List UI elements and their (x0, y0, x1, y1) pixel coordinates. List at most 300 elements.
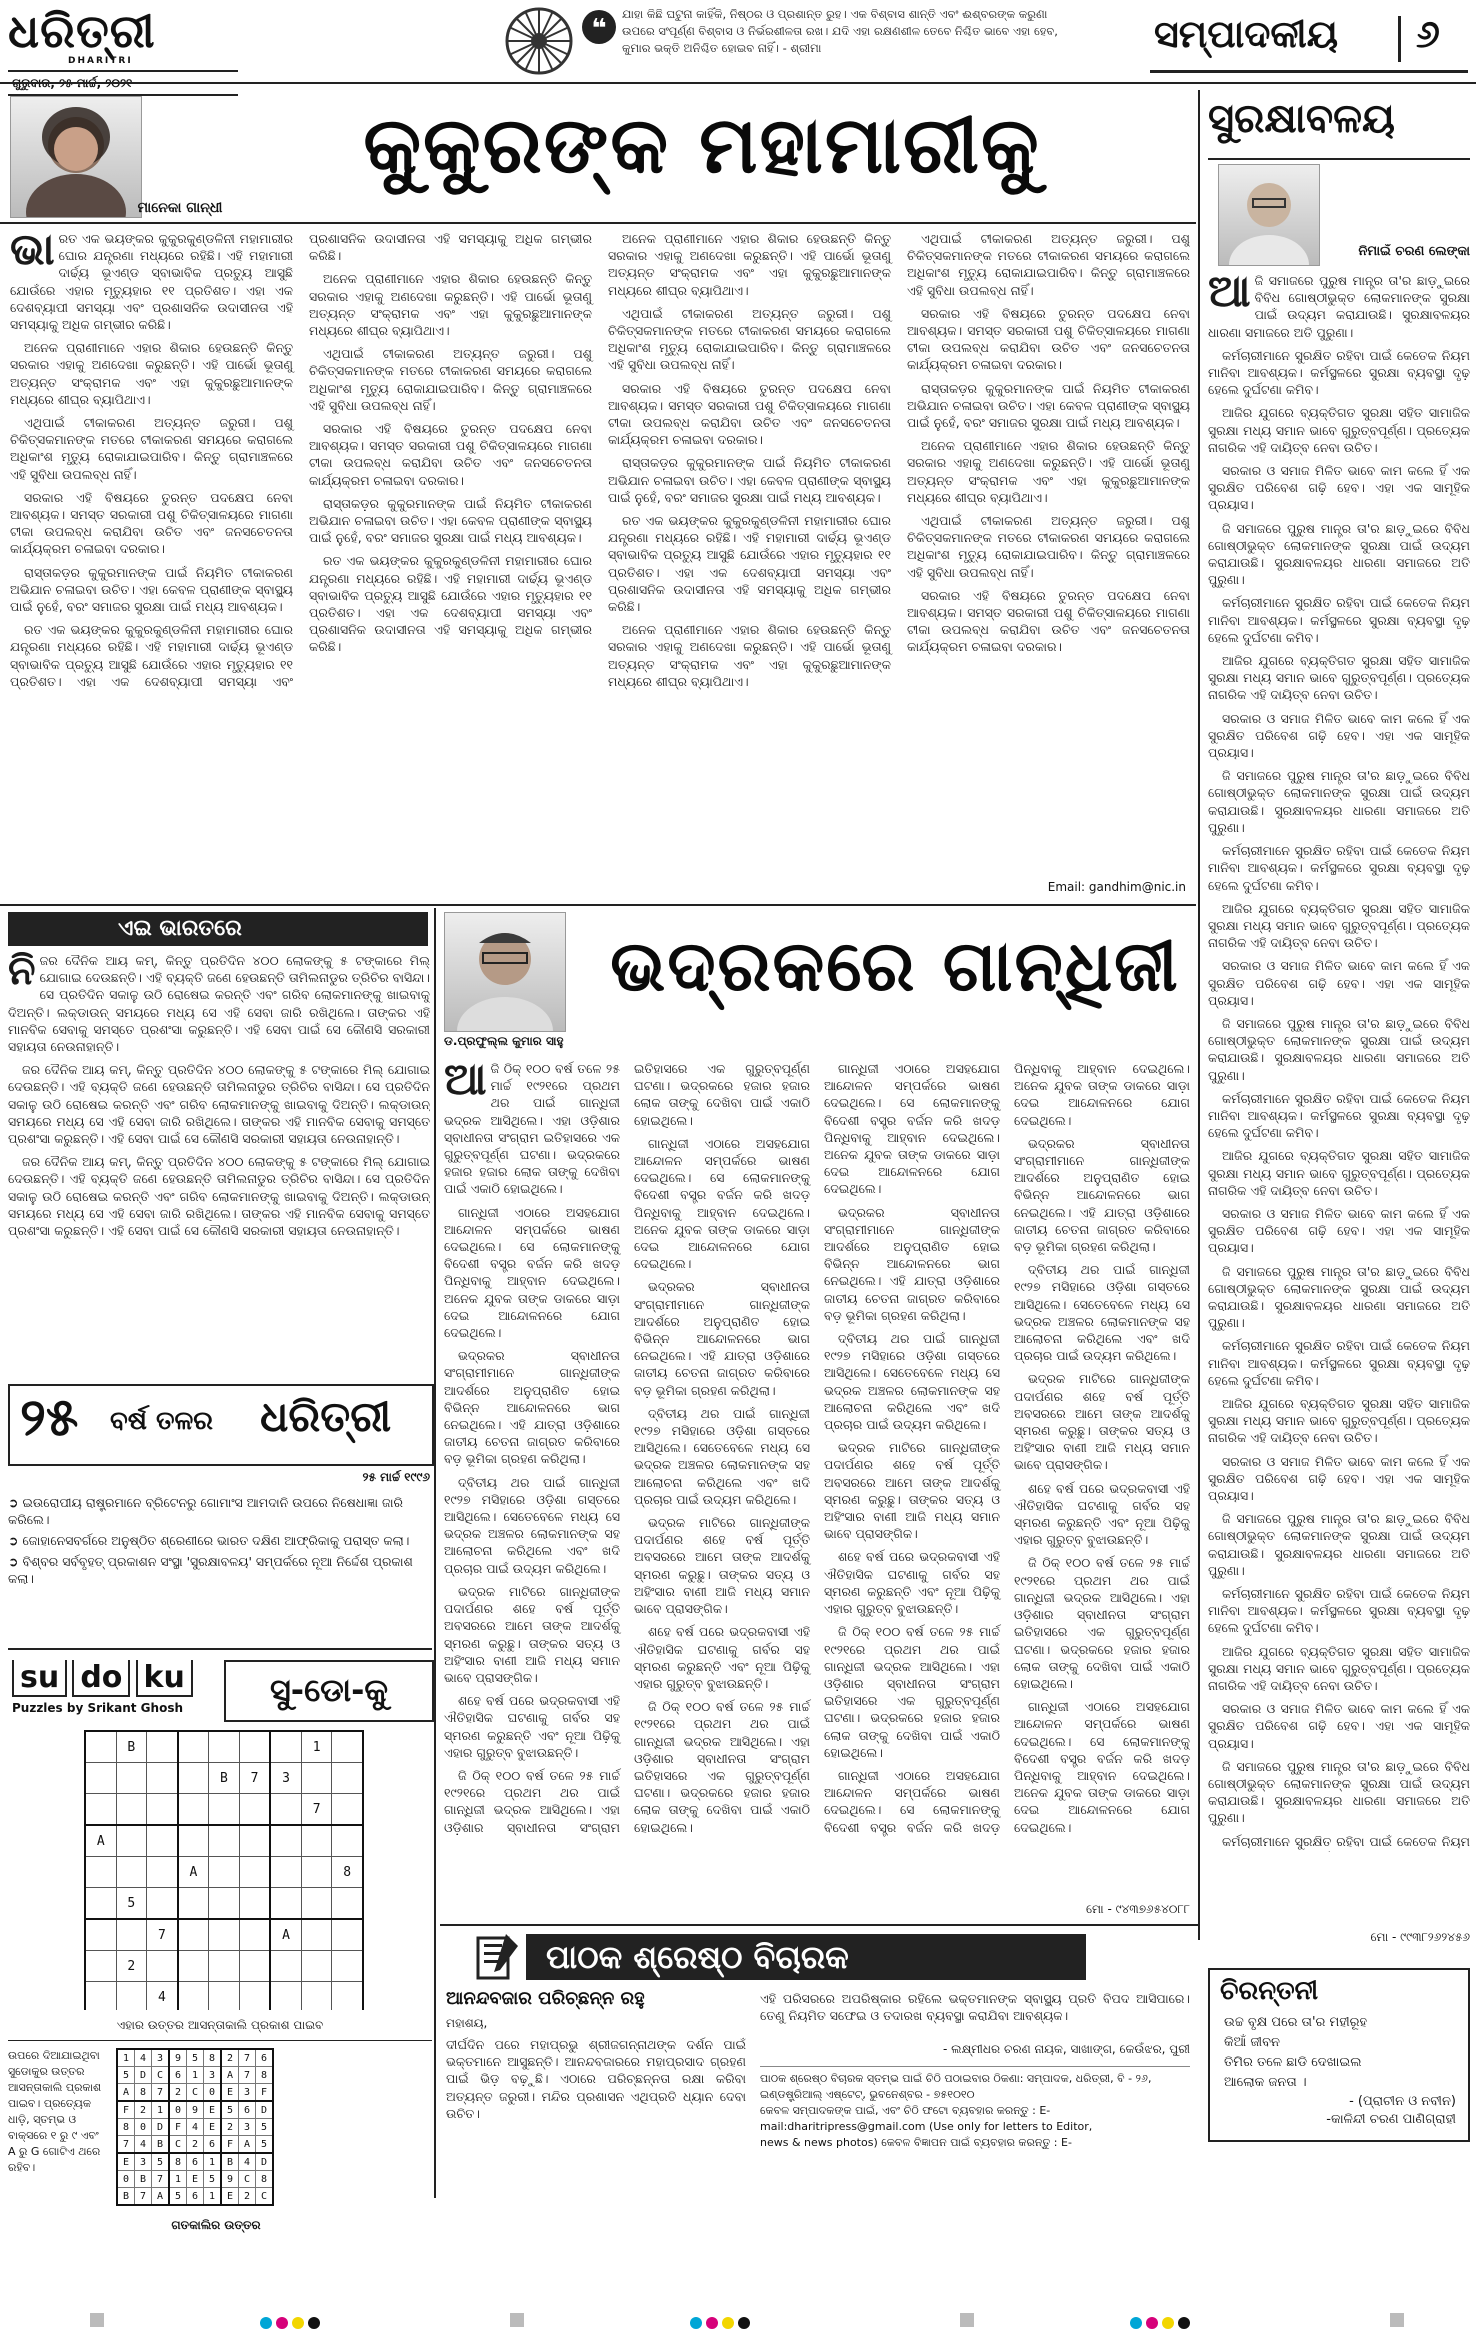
reg-block-right (1390, 2313, 1404, 2327)
second-para-5b: ଭଦ୍ରକ ମାଟିରେ ଗାନ୍ଧିଜୀଙ୍କ ପଦାର୍ପଣର ଶହେ ବର୍ଷ ପୂର୍ତ୍ତି ଅବସରରେ ଆମେ ତାଙ୍କ ଆଦର୍ଶକୁ ସ୍ମରଣ କରୁଛୁ। ତାଙ୍କର ସତ୍ୟ ଓ ଅହିଂସାର ବାଣୀ ଆଜି ମଧ୍ୟ ସମାନ ଭାବେ ପ୍ରାସଙ୍ଗିକ। (634, 1515, 810, 1617)
sudoku-cell[interactable] (332, 1888, 363, 1920)
sudoku-cell[interactable] (209, 1951, 240, 1982)
sudoku-logo-ku: ku (136, 1660, 193, 1697)
solution-cell: B (117, 2188, 135, 2206)
reg-block-left (90, 2313, 104, 2327)
main-para-2d: ଅନେକ ପ୍ରାଣୀମାନେ ଏହାର ଶିକାର ହେଉଛନ୍ତି କିନ୍ତୁ ସରକାର ଏହାକୁ ଅଣଦେଖା କରୁଛନ୍ତି। ଏହି ପାର୍ଭୋ ଭୂତାଣୁ ଅତ୍ୟନ୍ତ ସଂକ୍ରାମକ ଏବଂ ଏହା କୁକୁରଛୁଆମାନଙ୍କ ମଧ୍ୟରେ ଶୀଘ୍ର ବ୍ୟାପିଥାଏ। (608, 622, 891, 689)
sudoku-cell[interactable] (239, 1825, 270, 1857)
solution-cell: 1 (187, 2067, 204, 2084)
masthead-rule (0, 82, 1476, 84)
solution-cell: 3 (135, 2153, 152, 2171)
sudoku-cell[interactable] (301, 1919, 332, 1951)
solution-cell: C (239, 2171, 256, 2188)
sudoku-cell[interactable] (178, 1982, 209, 2011)
second-para-5: ଭଦ୍ରକ ମାଟିରେ ଗାନ୍ଧିଜୀଙ୍କ ପଦାର୍ପଣର ଶହେ ବର୍ଷ ପୂର୍ତ୍ତି ଅବସରରେ ଆମେ ତାଙ୍କ ଆଦର୍ଶକୁ ସ୍ମରଣ କରୁଛୁ। ତାଙ୍କର ସତ୍ୟ ଓ ଅହିଂସାର ବାଣୀ ଆଜି ମଧ୍ୟ ସମାନ ଭାବେ ପ୍ରାସଙ୍ଗିକ। (444, 1583, 620, 1685)
sudoku-cell[interactable] (178, 1951, 209, 1982)
solution-cell: 8 (117, 2119, 135, 2136)
solution-cell: A (152, 2188, 170, 2206)
sudoku-byline: Puzzles by Srikant Ghosh (12, 1701, 183, 1715)
solution-cell: 4 (135, 2049, 152, 2067)
second-para-2b: ଗାନ୍ଧିଜୀ ଏଠାରେ ଅସହଯୋଗ ଆନ୍ଦୋଳନ ସମ୍ପର୍କରେ ଭାଷଣ ଦେଇଥିଲେ। ସେ ଲୋକମାନଙ୍କୁ ବିଦେଶୀ ବସ୍ତ୍ର ବର୍ଜନ କରି ଖଦଡ଼ ପିନ୍ଧିବାକୁ ଆହ୍ବାନ ଦେଇଥିଲେ। ଅନେକ ଯୁବକ ତାଙ୍କ ଡାକରେ ସାଡ଼ା ଦେଇ ଆନ୍ଦୋଳନରେ ଯୋଗ ଦେଇଥିଲେ। (634, 1135, 810, 1272)
sudoku-cell[interactable] (209, 1825, 240, 1857)
solution-row (117, 2171, 273, 2188)
solution-cell: 1 (204, 2188, 222, 2206)
suraksha-para-3c: ଆଜିର ଯୁଗରେ ବ୍ୟକ୍ତିଗତ ସୁରକ୍ଷା ସହିତ ସାମାଜିକ ସୁରକ୍ଷା ମଧ୍ୟ ସମାନ ଭାବେ ଗୁରୁତ୍ବପୂର୍ଣ୍ଣ। ପ୍ରତ୍ୟେକ ନାଗରିକ ଏହି ଦାୟିତ୍ବ ନେବା ଉଚିତ। (1208, 900, 1470, 951)
sudoku-cell[interactable] (270, 1731, 301, 1763)
sudoku-cell[interactable]: 7 (239, 1763, 270, 1794)
second-para-6c: ଶହେ ବର୍ଷ ପରେ ଭଦ୍ରକବାସୀ ଏହି ଐତିହାସିକ ଘଟଣାକୁ ଗର୍ବର ସହ ସ୍ମରଣ କରୁଛନ୍ତି ଏବଂ ନୂଆ ପିଢ଼ିକୁ ଏହାର ଗୁରୁତ୍ବ ବୁଝାଉଛନ୍ତି। (824, 1549, 1000, 1617)
sudoku-row (85, 1857, 363, 1888)
sudoku-cell[interactable] (332, 1951, 363, 1982)
solution-cell: A (117, 2084, 135, 2102)
sudoku-cell[interactable] (239, 1982, 270, 2011)
sudoku-cell[interactable] (147, 1763, 178, 1794)
solution-cell: 4 (187, 2119, 204, 2136)
suraksha-para-4e: ସରକାର ଓ ସମାଜ ମିଳିତ ଭାବେ କାମ କଲେ ହିଁ ଏକ ସୁରକ୍ଷିତ ପରିବେଶ ଗଢ଼ି ହେବ। ଏହା ଏକ ସାମୂହିକ ପ୍ରୟାସ। (1208, 1453, 1470, 1503)
suraksha-author: ନିମାଇଁ ଚରଣ ଲେଙ୍କା (1358, 244, 1470, 259)
twenty-five-item-2: ➲ ଜୋହାନେସବର୍ଗରେ ଅନୁଷ୍ଠିତ ଶ୍ରେଣୀରେ ଭାରତ ଦକ୍ଷିଣ ଆଫ୍ରିକାକୁ ପରାସ୍ତ କଲା। (8, 1533, 410, 1548)
suraksha-para-2f: କର୍ମଚାରୀମାନେ ସୁରକ୍ଷିତ ରହିବା ପାଇଁ କେତେକ ନିୟମ ମାନିବା ଆବଶ୍ୟକ। କର୍ମସ୍ଥଳରେ ସୁରକ୍ଷା ବ୍ୟବସ୍ଥା ଦୃଢ଼ ହେଲେ ଦୁର୍ଘଟଣା କମିବ। (1208, 1586, 1470, 1636)
sudoku-cell[interactable] (239, 1919, 270, 1951)
letter-salutation: ମହାଶୟ, (446, 2016, 488, 2030)
sudoku-cell[interactable] (85, 1731, 116, 1763)
sudoku-cell[interactable] (332, 1919, 363, 1951)
reg-block-mid-1 (510, 2313, 524, 2327)
left-col-vrule (434, 908, 436, 2198)
ei-bharatare-para-2: ଜର ଦୈନିକ ଆୟ କମ୍, କିନ୍ତୁ ପ୍ରତିଦିନ ୪୦୦ ଲୋକଙ୍କୁ ୫ ଟଙ୍କାରେ ମିଲ୍ ଯୋଗାଇ ଦେଉଛନ୍ତି। ଏହି ବ୍ୟକ୍ତି ଜଣେ ହେଉଛନ୍ତି ତାମିଲନାଡୁର ତ୍ରିଚିର ବାସିନ୍ଦା। ସେ ପ୍ରତିଦିନ ସକାଳୁ ଉଠି ରୋଷେଇ କରନ୍ତି ଏବଂ ଗରିବ ଲୋକମାନଙ୍କୁ ଖାଇବାକୁ ଦିଅନ୍ତି। ଲକ୍ଡାଉନ୍ ସମୟରେ ମଧ୍ୟ ସେ ଏହି ସେବା ଜାରି ରଖିଥିଲେ। ତାଙ୍କର ଏହି ମାନବିକ ସେବାକୁ ସମସ୍ତେ ପ୍ରଶଂସା କରୁଛନ୍ତି। ଏହି ସେବା ପାଇଁ ସେ କୌଣସି ସରକାରୀ ସହାୟତା ନେଉନାହାନ୍ତି। (8, 1062, 430, 1147)
suraksha-para-2d: କର୍ମଚାରୀମାନେ ସୁରକ୍ଷିତ ରହିବା ପାଇଁ କେତେକ ନିୟମ ମାନିବା ଆବଶ୍ୟକ। କର୍ମସ୍ଥଳରେ ସୁରକ୍ଷା ବ୍ୟବସ୍ଥା ଦୃଢ଼ ହେଲେ ଦୁର୍ଘଟଣା କମିବ। (1208, 1090, 1470, 1141)
main-para-4e: ସରକାର ଏହି ବିଷୟରେ ତୁରନ୍ତ ପଦକ୍ଷେପ ନେବା ଆବଶ୍ୟକ। ସମସ୍ତ ସରକାରୀ ପଶୁ ଚିକିତ୍ସାଳୟରେ ମାଗଣା ଟୀକା ଉପଲବ୍ଧ କରାଯିବା ଉଚିତ ଏବଂ ଜନସଚେତନତା କାର୍ଯ୍ୟକ୍ରମ ଚଳାଇବା ଦରକାର। (907, 587, 1190, 655)
reg-dots-2 (690, 2314, 770, 2328)
sudoku-cell[interactable] (239, 1794, 270, 1826)
sudoku-cell[interactable] (239, 1857, 270, 1888)
sudoku-cell[interactable] (85, 1919, 116, 1951)
main-bottom-rule (0, 904, 1196, 906)
solution-cell: 1 (152, 2101, 170, 2119)
reg-dot-yellow (292, 2317, 304, 2329)
solution-cell: 6 (256, 2049, 274, 2067)
sudoku-logo-do: do (72, 1660, 130, 1697)
solution-cell: 8 (256, 2067, 274, 2084)
sudoku-cell[interactable] (209, 1919, 240, 1951)
solution-row (117, 2101, 273, 2119)
second-para-2e: ଗାନ୍ଧିଜୀ ଏଠାରେ ଅସହଯୋଗ ଆନ୍ଦୋଳନ ସମ୍ପର୍କରେ ଭାଷଣ ଦେଇଥିଲେ। ସେ ଲୋକମାନଙ୍କୁ ବିଦେଶୀ ବସ୍ତ୍ର ବର୍ଜନ କରି ଖଦଡ଼ ପିନ୍ଧିବାକୁ ଆହ୍ବାନ ଦେଇଥିଲେ। ଅନେକ ଯୁବକ ତାଙ୍କ ଡାକରେ ସାଡ଼ା ଦେଇ ଆନ୍ଦୋଳନରେ ଯୋଗ ଦେଇଥିଲେ। (1014, 1699, 1190, 1835)
second-para-5c: ଭଦ୍ରକ ମାଟିରେ ଗାନ୍ଧିଜୀଙ୍କ ପଦାର୍ପଣର ଶହେ ବର୍ଷ ପୂର୍ତ୍ତି ଅବସରରେ ଆମେ ତାଙ୍କ ଆଦର୍ଶକୁ ସ୍ମରଣ କରୁଛୁ। ତାଙ୍କର ସତ୍ୟ ଓ ଅହିଂସାର ବାଣୀ ଆଜି ମଧ୍ୟ ସମାନ ଭାବେ ପ୍ରାସଙ୍ଗିକ। (824, 1440, 1000, 1542)
suraksha-dropcap: ଆ (1208, 272, 1251, 317)
sudoku-cell[interactable] (301, 1763, 332, 1794)
twenty-five-years-banner (8, 1384, 434, 1466)
sudoku-row (85, 1951, 363, 1982)
main-headline-rule (0, 222, 1196, 224)
sudoku-cell[interactable] (178, 1888, 209, 1920)
sudoku-logo (12, 1660, 222, 1720)
pathaka-title: ପାଠକ ଶ୍ରେଷ୍ଠ ବିଚାରକ (546, 1938, 849, 1976)
suraksha-contact: ମୋ - ୯୯୩୮୨୬୨୪୫୬ (1370, 1930, 1470, 1944)
solution-cell: F (169, 2119, 187, 2136)
reg-dot-black (1178, 2317, 1190, 2329)
main-para-1d: ରତ ଏକ ଭୟଙ୍କର କୁକୁରକୁଣ୍ଡଳିନୀ ମହାମାରୀର ଘୋର ଯନ୍ତ୍ରଣା ମଧ୍ୟରେ ରହିଛି। ଏହି ମହାମାରୀ ଦାର୍ଢ୍ୟ ଭୂଏଣ୍ଡ ସ୍ବାଭାବିକ ପ୍ରତ୍ୟୁ ଆସୁଛି ଯୋଉଁରେ ଏହାର ମୃତ୍ୟୁହାର ୧୧ ପ୍ରତିଶତ। ଏହା ଏକ ଦେଶବ୍ୟାପୀ ସମସ୍ୟା ଏବଂ ପ୍ରଶାସନିକ ଉଦାସୀନତା ଏହି ସମସ୍ୟାକୁ ଅଧିକ ଗମ୍ଭୀର କରିଛି। (608, 513, 891, 615)
sudoku-cell[interactable] (116, 1982, 147, 2011)
second-para-1b: ଜି ଠିକ୍ ୧୦୦ ବର୍ଷ ତଳେ ୨୫ ମାର୍ଚ୍ଚ ୧୯୨୧ରେ ପ୍ରଥମ ଥର ପାଇଁ ଗାନ୍ଧିଜୀ ଭଦ୍ରକ ଆସିଥିଲେ। ଏହା ଓଡ଼ିଶାର ସ୍ବାଧୀନତା ସଂଗ୍ରାମ ଇତିହାସରେ ଏକ ଗୁରୁତ୍ବପୂର୍ଣ୍ଣ ଘଟଣା। ଭଦ୍ରକରେ ହଜାର ହଜାର ଲୋକ ତାଙ୍କୁ ଦେଖିବା ପାଇଁ ଏକାଠି ହୋଇଥିଲେ। (444, 1061, 810, 1835)
ei-bharatare-dropcap: ନି (8, 952, 36, 994)
solution-cell: 2 (221, 2119, 239, 2136)
suraksha-para-2g: କର୍ମଚାରୀମାନେ ସୁରକ୍ଷିତ ରହିବା ପାଇଁ କେତେକ ନିୟମ (1222, 1833, 1470, 1849)
sudoku-cell[interactable] (301, 1825, 332, 1857)
second-para-1e: ଜି ଠିକ୍ ୧୦୦ ବର୍ଷ ତଳେ ୨୫ ମାର୍ଚ୍ଚ ୧୯୨୧ରେ ପ୍ରଥମ ଥର ପାଇଁ ଗାନ୍ଧିଜୀ ଭଦ୍ରକ ଆସିଥିଲେ। ଏହା ଓଡ଼ିଶାର ସ୍ବାଧୀନତା ସଂଗ୍ରାମ ଇତିହାସରେ ଏକ ଗୁରୁତ୍ବପୂର୍ଣ୍ଣ ଘଟଣା। ଭଦ୍ରକରେ ହଜାର ହଜାର ଲୋକ ତାଙ୍କୁ ଦେଖିବା ପାଇଁ ଏକାଠି ହୋଇଥିଲେ। (1014, 1555, 1190, 1691)
twenty-five-list (8, 1494, 430, 1644)
suraksha-title: ସୁରକ୍ଷାବଳୟ (1208, 96, 1395, 142)
ei-bharatare-header (8, 912, 428, 946)
sudoku-row (85, 1888, 363, 1920)
solution-cell: 3 (239, 2084, 256, 2102)
solution-cell: 2 (135, 2101, 152, 2119)
sudoku-cell[interactable]: 7 (147, 1919, 178, 1951)
solution-cell: 2 (221, 2049, 239, 2067)
second-para-4b: ଦ୍ବିତୀୟ ଥର ପାଇଁ ଗାନ୍ଧିଜୀ ୧୯୨୭ ମସିହାରେ ଓଡ଼ିଶା ଗସ୍ତରେ ଆସିଥିଲେ। ସେତେବେଳେ ମଧ୍ୟ ସେ ଭଦ୍ରକ ଅଞ୍ଚଳର ଲୋକମାନଙ୍କ ସହ ଆଲୋଚନା କରିଥିଲେ ଏବଂ ଖଦି ପ୍ରଚାର ପାଇଁ ଉଦ୍ୟମ କରିଥିଲେ। (634, 1405, 810, 1507)
solution-cell: 5 (256, 2119, 274, 2136)
sudoku-cell[interactable]: 2 (116, 1951, 147, 1982)
main-para-3c: ଏଥିପାଇଁ ଟୀକାକରଣ ଅତ୍ୟନ୍ତ ଜରୁରୀ। ପଶୁ ଚିକିତ୍ସକମାନଙ୍କ ମତରେ ଟୀକାକରଣ ସମୟରେ କରାଗଲେ ଅଧିକାଂଶ ମୃତ୍ୟୁ ରୋକାଯାଇପାରିବ। କିନ୍ତୁ ଗ୍ରାମାଞ୍ଚଳରେ ଏହି ସୁବିଧା ଉପଲବ୍ଧ ନାହିଁ। (608, 305, 891, 373)
main-para-2: ଅନେକ ପ୍ରାଣୀମାନେ ଏହାର ଶିକାର ହେଉଛନ୍ତି କିନ୍ତୁ ସରକାର ଏହାକୁ ଅଣଦେଖା କରୁଛନ୍ତି। ଏହି ପାର୍ଭୋ ଭୂତାଣୁ ଅତ୍ୟନ୍ତ ସଂକ୍ରାମକ ଏବଂ ଏହା କୁକୁରଛୁଆମାନଙ୍କ ମଧ୍ୟରେ ଶୀଘ୍ର ବ୍ୟାପିଥାଏ। (10, 340, 293, 407)
suraksha-para-2b: କର୍ମଚାରୀମାନେ ସୁରକ୍ଷିତ ରହିବା ପାଇଁ କେତେକ ନିୟମ ମାନିବା ଆବଶ୍ୟକ। କର୍ମସ୍ଥଳରେ ସୁରକ୍ଷା ବ୍ୟବସ୍ଥା ଦୃଢ଼ ହେଲେ ଦୁର୍ଘଟଣା କମିବ। (1208, 595, 1470, 645)
sudoku-cell[interactable]: B (209, 1763, 240, 1794)
sudoku-cell[interactable] (332, 1731, 363, 1763)
sudoku-cell[interactable] (147, 1951, 178, 1982)
sudoku-cell[interactable] (85, 1857, 116, 1888)
section-divider (1398, 16, 1401, 62)
solution-cell: 6 (239, 2101, 256, 2119)
solution-cell: 1 (204, 2153, 222, 2171)
solution-cell: 3 (152, 2049, 170, 2067)
pen-icon (476, 1932, 520, 1982)
suraksha-para-1d: ଜି ସମାଜରେ ପୁରୁଷ ମାନ୍ତ୍ର ତା'ର ଛାଡ଼ୁଇରେ ବିବିଧ ଗୋଷ୍ଠୀଭୁକ୍ତ ଲୋକମାନଙ୍କ ସୁରକ୍ଷା ପାଇଁ ଉଦ୍ୟମ କରାଯାଉଛି। ସୁରକ୍ଷାବଳୟର ଧାରଣା ସମାଜରେ ଅତି ପୁରୁଣା। (1208, 1015, 1470, 1083)
solution-cell: 9 (221, 2171, 239, 2188)
solution-cell: 5 (256, 2136, 274, 2154)
solution-cell: D (256, 2101, 274, 2119)
twenty-five-item-1: ➲ ଇଉରୋପୀୟ ରାଷ୍ଟ୍ରମାନେ ବ୍ରିଟେନରୁ ଗୋମାଂସ ଆମଦାନି ଉପରେ ନିଷେଧାଜ୍ଞା ଜାରି କରିଲେ। (8, 1495, 403, 1527)
second-para-1: ଆଜି ଠିକ୍ ୧୦୦ ବର୍ଷ ତଳେ ୨୫ ମାର୍ଚ୍ଚ ୧୯୨୧ରେ ପ୍ରଥମ ଥର ପାଇଁ ଗାନ୍ଧିଜୀ ଭଦ୍ରକ ଆସିଥିଲେ। ଏହା ଓଡ଼ିଶାର ସ୍ବାଧୀନତା ସଂଗ୍ରାମ ଇତିହାସରେ ଏକ ଗୁରୁତ୍ବପୂର୍ଣ୍ଣ ଘଟଣା। ଭଦ୍ରକରେ ହଜାର ହଜାର ଲୋକ ତାଙ୍କୁ ଦେଖିବା ପାଇଁ ଏକାଠି ହୋଇଥିଲେ। (444, 1060, 620, 1197)
sudoku-cell[interactable]: 4 (147, 1982, 178, 2011)
reg-dot-black (738, 2317, 750, 2329)
main-author: ମାନେକା ଗାନ୍ଧୀ (137, 200, 223, 216)
suraksha-para-1: ଆଜି ସମାଜରେ ପୁରୁଷ ମାନ୍ତ୍ର ତା'ର ଛାଡ଼ୁଇରେ ବିବିଧ ଗୋଷ୍ଠୀଭୁକ୍ତ ଲୋକମାନଙ୍କ ସୁରକ୍ଷା ପାଇଁ ଉଦ୍ୟମ କରାଯାଉଛି। ସୁରକ୍ଷାବଳୟର ଧାରଣା ସମାଜରେ ଅତି ପୁରୁଣା। (1208, 272, 1470, 340)
suraksha-para-3f: ଆଜିର ଯୁଗରେ ବ୍ୟକ୍ତିଗତ ସୁରକ୍ଷା ସହିତ ସାମାଜିକ ସୁରକ୍ଷା ମଧ୍ୟ ସମାନ ଭାବେ ଗୁରୁତ୍ବପୂର୍ଣ୍ଣ। ପ୍ରତ୍ୟେକ ନାଗରିକ ଏହି ଦାୟିତ୍ବ ନେବା ଉଚିତ। (1208, 1643, 1470, 1694)
sudoku-cell[interactable] (85, 1763, 116, 1794)
solution-cell: F (117, 2101, 135, 2119)
sudoku-cell[interactable]: A (270, 1919, 301, 1951)
sudoku-cell[interactable]: 3 (270, 1763, 301, 1794)
sudoku-cell[interactable] (147, 1857, 178, 1888)
solution-cell: 5 (152, 2153, 170, 2171)
ei-bharatare-title: ଏଇ ଭାରତରେ (118, 916, 242, 941)
suraksha-para-3d: ଆଜିର ଯୁଗରେ ବ୍ୟକ୍ତିଗତ ସୁରକ୍ଷା ସହିତ ସାମାଜିକ ସୁରକ୍ଷା ମଧ୍ୟ ସମାନ ଭାବେ ଗୁରୁତ୍ବପୂର୍ଣ୍ଣ। ପ୍ରତ୍ୟେକ ନାଗରିକ ଏହି ଦାୟିତ୍ବ ନେବା ଉଚିତ। (1208, 1148, 1470, 1198)
reg-dot-yellow (722, 2317, 734, 2329)
solution-cell: D (256, 2153, 274, 2171)
sudoku-row (85, 1825, 363, 1857)
second-para-1c: ଜି ଠିକ୍ ୧୦୦ ବର୍ଷ ତଳେ ୨୫ ମାର୍ଚ୍ଚ ୧୯୨୧ରେ ପ୍ରଥମ ଥର ପାଇଁ ଗାନ୍ଧିଜୀ ଭଦ୍ରକ ଆସିଥିଲେ। ଏହା ଓଡ଼ିଶାର ସ୍ବାଧୀନତା ସଂଗ୍ରାମ ଇତିହାସରେ ଏକ ଗୁରୁତ୍ବପୂର୍ଣ୍ଣ ଘଟଣା। ଭଦ୍ରକରେ ହଜାର ହଜାର ଲୋକ ତାଙ୍କୁ ଦେଖିବା ପାଇଁ ଏକାଠି ହୋଇଥିଲେ। (634, 1699, 810, 1835)
solution-cell: 2 (169, 2084, 187, 2102)
sudoku-cell[interactable] (270, 1857, 301, 1888)
sudoku-cell[interactable] (116, 1825, 147, 1857)
sudoku-cell[interactable] (116, 1763, 147, 1794)
sudoku-cell[interactable]: 5 (116, 1888, 147, 1920)
sudoku-cell[interactable] (85, 1888, 116, 1920)
sudoku-cell[interactable]: B (116, 1731, 147, 1763)
solution-cell: 8 (169, 2153, 187, 2171)
suraksha-para-1c: ଜି ସମାଜରେ ପୁରୁଷ ମାନ୍ତ୍ର ତା'ର ଛାଡ଼ୁଇରେ ବିବିଧ ଗୋଷ୍ଠୀଭୁକ୍ତ ଲୋକମାନଙ୍କ ସୁରକ୍ଷା ପାଇଁ ଉଦ୍ୟମ କରାଯାଉଛି। ସୁରକ୍ଷାବଳୟର ଧାରଣା ସମାଜରେ ଅତି ପୁରୁଣା। (1208, 768, 1470, 835)
sudoku-cell[interactable] (178, 1763, 209, 1794)
sudoku-cell[interactable] (147, 1794, 178, 1826)
sudoku-cell[interactable]: 1 (301, 1731, 332, 1763)
solution-row (117, 2084, 273, 2102)
sudoku-cell[interactable] (270, 1794, 301, 1826)
sudoku-cell[interactable] (209, 1731, 240, 1763)
solution-cell: E (204, 2101, 222, 2119)
main-para-2b: ଅନେକ ପ୍ରାଣୀମାନେ ଏହାର ଶିକାର ହେଉଛନ୍ତି କିନ୍ତୁ ସରକାର ଏହାକୁ ଅଣଦେଖା କରୁଛନ୍ତି। ଏହି ପାର୍ଭୋ ଭୂତାଣୁ ଅତ୍ୟନ୍ତ ସଂକ୍ରାମକ ଏବଂ ଏହା କୁକୁରଛୁଆମାନଙ୍କ ମଧ୍ୟରେ ଶୀଘ୍ର ବ୍ୟାପିଥାଏ। (309, 271, 592, 339)
solution-cell: 3 (204, 2067, 222, 2084)
sudoku-cell[interactable] (239, 1731, 270, 1763)
logo-sub: DHARITRI (68, 56, 133, 66)
solution-cell: B (221, 2153, 239, 2171)
chirantani-author: -କାଳିନ୍ଦୀ ଚରଣ ପାଣିଗ୍ରାହୀ (1326, 2112, 1456, 2127)
reg-block-mid-2 (960, 2313, 974, 2327)
solution-row (117, 2188, 273, 2206)
suraksha-para-1e: ଜି ସମାଜରେ ପୁରୁଷ ମାନ୍ତ୍ର ତା'ର ଛାଡ଼ୁଇରେ ବିବିଧ ଗୋଷ୍ଠୀଭୁକ୍ତ ଲୋକମାନଙ୍କ ସୁରକ୍ଷା ପାଇଁ ଉଦ୍ୟମ କରାଯାଉଛି। ସୁରକ୍ଷାବଳୟର ଧାରଣା ସମାଜରେ ଅତି ପୁରୁଣା। (1208, 1263, 1470, 1331)
sudoku-cell[interactable] (178, 1731, 209, 1763)
chirantani-source: - (ପ୍ରାଚୀନ ଓ ନବୀନ) (1349, 2094, 1456, 2109)
pathaka-info-1: ପାଠକ ଶ୍ରେଷ୍ଠ ବିଚାରକ ସ୍ତମ୍ଭ ପାଇଁ ଚିଠି ପଠାଇବାର ଠିକଣା: ସମ୍ପାଦକ, ଧରିତ୍ରୀ, ବି - ୨୬, ଇଣ୍ଡଷ୍ଟ୍ରିଆଲ୍ ଏଷ୍ଟେଟ୍, ଭୁବନେଶ୍ବର - ୭୫୧୦୧୦ (760, 2072, 1152, 2101)
suraksha-para-2e: କର୍ମଚାରୀମାନେ ସୁରକ୍ଷିତ ରହିବା ପାଇଁ କେତେକ ନିୟମ ମାନିବା ଆବଶ୍ୟକ। କର୍ମସ୍ଥଳରେ ସୁରକ୍ଷା ବ୍ୟବସ୍ଥା ଦୃଢ଼ ହେଲେ ଦୁର୍ଘଟଣା କମିବ। (1208, 1338, 1470, 1388)
twenty-five-date: ୨୫ ମାର୍ଚ୍ଚ ୧୯୯୬ (362, 1470, 430, 1484)
second-para-1d: ଜି ଠିକ୍ ୧୦୦ ବର୍ଷ ତଳେ ୨୫ ମାର୍ଚ୍ଚ ୧୯୨୧ରେ ପ୍ରଥମ ଥର ପାଇଁ ଗାନ୍ଧିଜୀ ଭଦ୍ରକ ଆସିଥିଲେ। ଏହା ଓଡ଼ିଶାର ସ୍ବାଧୀନତା ସଂଗ୍ରାମ ଇତିହାସରେ ଏକ ଗୁରୁତ୍ବପୂର୍ଣ୍ଣ ଘଟଣା। ଭଦ୍ରକରେ ହଜାର ହଜାର ଲୋକ ତାଙ୍କୁ ଦେଖିବା ପାଇଁ ଏକାଠି ହୋଇଥିଲେ। (824, 1624, 1000, 1760)
second-para-2d: ଗାନ୍ଧିଜୀ ଏଠାରେ ଅସହଯୋଗ ଆନ୍ଦୋଳନ ସମ୍ପର୍କରେ ଭାଷଣ ଦେଇଥିଲେ। ସେ ଲୋକମାନଙ୍କୁ ବିଦେଶୀ ବସ୍ତ୍ର ବର୍ଜନ କରି ଖଦଡ଼ ପିନ୍ଧିବାକୁ ଆହ୍ବାନ ଦେଇଥିଲେ। ଅନେକ ଯୁବକ ତାଙ୍କ ଡାକରେ ସାଡ଼ା ଦେଇ ଆନ୍ଦୋଳନରେ ଯୋଗ ଦେଇଥିଲେ। (824, 1061, 1190, 1835)
sudoku-cell[interactable] (270, 1825, 301, 1857)
sudoku-cell[interactable] (301, 1857, 332, 1888)
section-title: ସମ୍ପାଦକୀୟ (1154, 12, 1339, 56)
solution-cell: E (117, 2153, 135, 2171)
chirantani-line-1: ଉଚ୍ଚ ବୃକ୍ଷ ପରେ ତା'ର ମହୀରୂହ (1224, 2015, 1368, 2030)
sudoku-cell[interactable] (239, 1888, 270, 1920)
main-para-5c: ରାସ୍ତାକଡ଼ର କୁକୁରମାନଙ୍କ ପାଇଁ ନିୟମିତ ଟୀକାକରଣ ଅଭିଯାନ ଚଳାଇବା ଉଚିତ। ଏହା କେବଳ ପ୍ରାଣୀଙ୍କ ସ୍ବାସ୍ଥ୍ୟ ପାଇଁ ନୁହେଁ, ବରଂ ସମାଜର ସୁରକ୍ଷା ପାଇଁ ମଧ୍ୟ ଆବଶ୍ୟକ। (608, 455, 891, 505)
sudoku-cell[interactable] (301, 1951, 332, 1982)
main-para-1: ଭାରତ ଏକ ଭୟଙ୍କର କୁକୁରକୁଣ୍ଡଳିନୀ ମହାମାରୀର ଘୋର ଯନ୍ତ୍ରଣା ମଧ୍ୟରେ ରହିଛି। ଏହି ମହାମାରୀ ଦାର୍ଢ୍ୟ ଭୂଏଣ୍ଡ ସ୍ବାଭାବିକ ପ୍ରତ୍ୟୁ ଆସୁଛି ଯୋଉଁରେ ଏହାର ମୃତ୍ୟୁହାର ୧୧ ପ୍ରତିଶତ। ଏହା ଏକ ଦେଶବ୍ୟାପୀ ସମସ୍ୟା ଏବଂ ପ୍ରଶାସନିକ ଉଦାସୀନତା ଏହି ସମସ୍ୟାକୁ ଅଧିକ ଗମ୍ଭୀର କରିଛି। (10, 230, 293, 333)
sudoku-cell[interactable] (209, 1857, 240, 1888)
sudoku-cell[interactable] (116, 1919, 147, 1951)
suraksha-para-2c: କର୍ମଚାରୀମାନେ ସୁରକ୍ଷିତ ରହିବା ପାଇଁ କେତେକ ନିୟମ ମାନିବା ଆବଶ୍ୟକ। କର୍ମସ୍ଥଳରେ ସୁରକ୍ଷା ବ୍ୟବସ୍ଥା ଦୃଢ଼ ହେଲେ ଦୁର୍ଘଟଣା କମିବ। (1208, 843, 1470, 893)
main-para-5: ରାସ୍ତାକଡ଼ର କୁକୁରମାନଙ୍କ ପାଇଁ ନିୟମିତ ଟୀକାକରଣ ଅଭିଯାନ ଚଳାଇବା ଉଚିତ। ଏହା କେବଳ ପ୍ରାଣୀଙ୍କ ସ୍ବାସ୍ଥ୍ୟ ପାଇଁ ନୁହେଁ, ବରଂ ସମାଜର ସୁରକ୍ଷା ପାଇଁ ମଧ୍ୟ ଆବଶ୍ୟକ। (10, 564, 293, 615)
dharmachakra-icon (504, 6, 574, 76)
sudoku-cell[interactable] (209, 1794, 240, 1826)
chirantani-line-4: ଆଲୋକ ଜନତା । (1224, 2075, 1307, 2090)
letter-body-2: ଏହି ପରିସରରେ ଅପରିଷ୍କାର ରହିଲେ ଭକ୍ତମାନଙ୍କ ସ୍ବାସ୍ଥ୍ୟ ପ୍ରତି ବିପଦ ଆସିପାରେ। ତେଣୁ ନିୟମିତ ସଫେଇ ଓ ତଦାରଖ ବ୍ୟବସ୍ଥା କରାଯିବା ଆବଶ୍ୟକ। (760, 1991, 1190, 2024)
author-photo-prafulla (444, 912, 566, 1032)
sudoku-cell[interactable] (270, 1888, 301, 1920)
solution-cell: 7 (152, 2171, 170, 2188)
page-number: ୬ (1416, 12, 1440, 56)
ei-bharatare-para-3: ଜର ଦୈନିକ ଆୟ କମ୍, କିନ୍ତୁ ପ୍ରତିଦିନ ୪୦୦ ଲୋକଙ୍କୁ ୫ ଟଙ୍କାରେ ମିଲ୍ ଯୋଗାଇ ଦେଉଛନ୍ତି। ଏହି ବ୍ୟକ୍ତି ଜଣେ ହେଉଛନ୍ତି ତାମିଲନାଡୁର ତ୍ରିଚିର ବାସିନ୍ଦା। ସେ ପ୍ରତିଦିନ ସକାଳୁ ଉଠି ରୋଷେଇ କରନ୍ତି ଏବଂ ଗରିବ ଲୋକମାନଙ୍କୁ ଖାଇବାକୁ ଦିଅନ୍ତି। ଲକ୍ଡାଉନ୍ ସମୟରେ ମଧ୍ୟ ସେ ଏହି ସେବା ଜାରି ରଖିଥିଲେ। ତାଙ୍କର ଏହି ମାନବିକ ସେବାକୁ ସମସ୍ତେ ପ୍ରଶଂସା କରୁଛନ୍ତି। ଏହି ସେବା ପାଇଁ ସେ କୌଣସି ସରକାରୀ ସହାୟତା ନେଉନାହାନ୍ତି। (8, 1154, 430, 1239)
solution-cell: 6 (169, 2067, 187, 2084)
sudoku-cell[interactable]: 8 (332, 1857, 363, 1888)
sudoku-cell[interactable] (147, 1825, 178, 1857)
solution-cell: 7 (135, 2188, 152, 2206)
sudoku-cell[interactable] (332, 1825, 363, 1857)
sudoku-note: ଏହାର ଉତ୍ତର ଆସନ୍ତାକାଲି ପ୍ରକାଶ ପାଇବ (116, 2018, 324, 2032)
sudoku-cell[interactable] (116, 1857, 147, 1888)
solution-cell: D (135, 2067, 152, 2084)
ei-bharatare-para: ନିଜର ଦୈନିକ ଆୟ କମ୍, କିନ୍ତୁ ପ୍ରତିଦିନ ୪୦୦ ଲୋକଙ୍କୁ ୫ ଟଙ୍କାରେ ମିଲ୍ ଯୋଗାଇ ଦେଉଛନ୍ତି। ଏହି ବ୍ୟକ୍ତି ଜଣେ ହେଉଛନ୍ତି ତାମିଲନାଡୁର ତ୍ରିଚିର ବାସିନ୍ଦା। ସେ ପ୍ରତିଦିନ ସକାଳୁ ଉଠି ରୋଷେଇ କରନ୍ତି ଏବଂ ଗରିବ ଲୋକମାନଙ୍କୁ ଖାଇବାକୁ ଦିଅନ୍ତି। ଲକ୍ଡାଉନ୍ ସମୟରେ ମଧ୍ୟ ସେ ଏହି ସେବା ଜାରି ରଖିଥିଲେ। ତାଙ୍କର ଏହି ମାନବିକ ସେବାକୁ ସମସ୍ତେ ପ୍ରଶଂସା କରୁଛନ୍ତି। ଏହି ସେବା ପାଇଁ ସେ କୌଣସି ସରକାରୀ ସହାୟତା ନେଉନାହାନ୍ତି। (8, 952, 430, 1055)
sudoku-cell[interactable]: A (85, 1825, 116, 1857)
suraksha-para-4d: ସରକାର ଓ ସମାଜ ମିଳିତ ଭାବେ କାମ କଲେ ହିଁ ଏକ ସୁରକ୍ଷିତ ପରିବେଶ ଗଢ଼ି ହେବ। ଏହା ଏକ ସାମୂହିକ ପ୍ରୟାସ। (1208, 1205, 1470, 1256)
solution-cell: 9 (169, 2049, 187, 2067)
solution-cell: 0 (169, 2101, 187, 2119)
second-headline: ଭଦ୍ରକରେ ଗାନ୍ଧିଜୀ (610, 925, 1180, 1007)
sudoku-cell[interactable]: 7 (301, 1794, 332, 1826)
suraksha-para-1g: ଜି ସମାଜରେ ପୁରୁଷ ମାନ୍ତ୍ର ତା'ର ଛାଡ଼ୁଇରେ ବିବିଧ ଗୋଷ୍ଠୀଭୁକ୍ତ ଲୋକମାନଙ୍କ ସୁରକ୍ଷା ପାଇଁ ଉଦ୍ୟମ କରାଯାଉଛି। ସୁରକ୍ଷାବଳୟର ଧାରଣା ସମାଜରେ ଅତି ପୁରୁଣା। (1208, 1758, 1470, 1826)
registration-marks (0, 2313, 1476, 2327)
chirantani-title: ଚିରନ୍ତନୀ (1220, 1976, 1319, 2006)
main-para-4c: ସରକାର ଏହି ବିଷୟରେ ତୁରନ୍ତ ପଦକ୍ଷେପ ନେବା ଆବଶ୍ୟକ। ସମସ୍ତ ସରକାରୀ ପଶୁ ଚିକିତ୍ସାଳୟରେ ମାଗଣା ଟୀକା ଉପଲବ୍ଧ କରାଯିବା ଉଚିତ ଏବଂ ଜନସଚେତନତା କାର୍ଯ୍ୟକ୍ରମ ଚଳାଇବା ଦରକାର। (608, 380, 891, 448)
reg-dot-cyan (690, 2317, 702, 2329)
sudoku-cell[interactable] (147, 1731, 178, 1763)
main-para-4d: ସରକାର ଏହି ବିଷୟରେ ତୁରନ୍ତ ପଦକ୍ଷେପ ନେବା ଆବଶ୍ୟକ। ସମସ୍ତ ସରକାରୀ ପଶୁ ଚିକିତ୍ସାଳୟରେ ମାଗଣା ଟୀକା ଉପଲବ୍ଧ କରାଯିବା ଉଚିତ ଏବଂ ଜନସଚେତନତା କାର୍ଯ୍ୟକ୍ରମ ଚଳାଇବା ଦରକାର। (907, 305, 1190, 373)
solution-cell: A (239, 2136, 256, 2154)
letter-headline: ଆନନ୍ଦବଜାର ପରିଚ୍ଛନ୍ନ ରହୁ (446, 1988, 645, 2009)
main-para-3: ଏଥିପାଇଁ ଟୀକାକରଣ ଅତ୍ୟନ୍ତ ଜରୁରୀ। ପଶୁ ଚିକିତ୍ସକମାନଙ୍କ ମତରେ ଟୀକାକରଣ ସମୟରେ କରାଗଲେ ଅଧିକାଂଶ ମୃତ୍ୟୁ ରୋକାଯାଇପାରିବ। କିନ୍ତୁ ଗ୍ରାମାଞ୍ଚଳରେ ଏହି ସୁବିଧା ଉପଲବ୍ଧ ନାହିଁ। (10, 415, 293, 482)
solution-cell: C (256, 2188, 274, 2206)
suraksha-para-3: ଆଜିର ଯୁଗରେ ବ୍ୟକ୍ତିଗତ ସୁରକ୍ଷା ସହିତ ସାମାଜିକ ସୁରକ୍ଷା ମଧ୍ୟ ସମାନ ଭାବେ ଗୁରୁତ୍ବପୂର୍ଣ୍ଣ। ପ୍ରତ୍ୟେକ ନାଗରିକ ଏହି ଦାୟିତ୍ବ ନେବା ଉଚିତ। (1208, 405, 1470, 455)
sudoku-cell[interactable] (147, 1888, 178, 1920)
main-para-2e: ଅନେକ ପ୍ରାଣୀମାନେ ଏହାର ଶିକାର ହେଉଛନ୍ତି କିନ୍ତୁ ସରକାର ଏହାକୁ ଅଣଦେଖା କରୁଛନ୍ତି। ଏହି ପାର୍ଭୋ ଭୂତାଣୁ ଅତ୍ୟନ୍ତ ସଂକ୍ରାମକ ଏବଂ ଏହା କୁକୁରଛୁଆମାନଙ୍କ ମଧ୍ୟରେ ଶୀଘ୍ର ବ୍ୟାପିଥାଏ। (907, 438, 1190, 505)
solution-top-rule (8, 2040, 432, 2041)
solution-side-text: ଉପରେ ଦିଆଯାଇଥିବା ସୁଡୋକୁର ଉତ୍ତର ଆସନ୍ତାକାଲି ପ୍ରକାଶ ପାଇବ। ପ୍ରତ୍ୟେକ ଧାଡ଼ି, ସ୍ତମ୍ଭ ଓ ବାକ୍ସରେ ୧ ରୁ ୯ ଏବଂ A ରୁ G ଗୋଟିଏ ଥରେ ରହିବ। (8, 2049, 102, 2174)
main-article-body (10, 230, 1190, 898)
solution-cell: F (221, 2136, 239, 2154)
second-dropcap: ଆ (444, 1060, 487, 1105)
solution-cell: 9 (187, 2101, 204, 2119)
section-title-box (1150, 8, 1468, 73)
sudoku-cell[interactable] (301, 1982, 332, 2011)
suraksha-para-1b: ଜି ସମାଜରେ ପୁରୁଷ ମାନ୍ତ୍ର ତା'ର ଛାଡ଼ୁଇରେ ବିବିଧ ଗୋଷ୍ଠୀଭୁକ୍ତ ଲୋକମାନଙ୍କ ସୁରକ୍ଷା ପାଇଁ ଉଦ୍ୟମ କରାଯାଉଛି। ସୁରକ୍ଷାବଳୟର ଧାରଣା ସମାଜରେ ଅତି ପୁରୁଣା। (1208, 520, 1470, 588)
sudoku-cell[interactable] (239, 1951, 270, 1982)
suraksha-para-4c: ସରକାର ଓ ସମାଜ ମିଳିତ ଭାବେ କାମ କଲେ ହିଁ ଏକ ସୁରକ୍ଷିତ ପରିବେଶ ଗଢ଼ି ହେବ। ଏହା ଏକ ସାମୂହିକ ପ୍ରୟାସ। (1208, 958, 1470, 1008)
pathaka-info-box (760, 2066, 1190, 2151)
sudoku-row (85, 1763, 363, 1794)
solution-cell: C (152, 2067, 170, 2084)
main-headline: କୁକୁରଙ୍କ ମହାମାରୀକୁ (363, 101, 1041, 191)
second-author: ଡ.ପ୍ରଫୁଲ୍ଲ କୁମାର ସାହୁ (444, 1034, 564, 1048)
solution-row (117, 2049, 273, 2067)
masthead-quote: ଯାହା କିଛି ଘଟୁନା କାହିଁକି, ନିଷ୍ଠର ଓ ପ୍ରଶାନ୍ତ ରୁହ। ଏକ ବିଶ୍ବାସ ଶାନ୍ତି ଏବଂ ଈଶ୍ବରଙ୍କ କରୁଣା ଉପରେ ସଂପୂର୍ଣ୍ଣ ବିଶ୍ବାସ ଓ ନିର୍ଭରଶୀଳତା ରଖ। ଯଦି ଏହା ରକ୍ଷଣଶୀଳ ତେବେ ନିଶ୍ଚିତ ଭାବେ ଏହା ହେବ, କୁମାର ଭକ୍ତି ଅନିଶ୍ଚିତ ହୋଇବ ନାହିଁ। - ଶ୍ରୀମା (622, 7, 1058, 55)
main-para-5b: ରାସ୍ତାକଡ଼ର କୁକୁରମାନଙ୍କ ପାଇଁ ନିୟମିତ ଟୀକାକରଣ ଅଭିଯାନ ଚଳାଇବା ଉଚିତ। ଏହା କେବଳ ପ୍ରାଣୀଙ୍କ ସ୍ବାସ୍ଥ୍ୟ ପାଇଁ ନୁହେଁ, ବରଂ ସମାଜର ସୁରକ୍ଷା ପାଇଁ ମଧ୍ୟ ଆବଶ୍ୟକ। (309, 495, 592, 546)
sudoku-cell[interactable] (178, 1919, 209, 1951)
sudoku-row (85, 1982, 363, 2011)
solution-cell: 4 (239, 2153, 256, 2171)
pathaka-title-bar (526, 1934, 1086, 1980)
sudoku-cell[interactable] (209, 1982, 240, 2011)
reg-dot-cyan (1130, 2317, 1142, 2329)
solution-cell: 1 (169, 2171, 187, 2188)
sudoku-cell[interactable] (332, 1763, 363, 1794)
sudoku-cell[interactable] (116, 1794, 147, 1826)
sudoku-cell[interactable] (301, 1888, 332, 1920)
solution-cell: D (152, 2119, 170, 2136)
sudoku-cell[interactable] (270, 1982, 301, 2011)
reg-dot-cyan (260, 2317, 272, 2329)
second-para-4: ଦ୍ବିତୀୟ ଥର ପାଇଁ ଗାନ୍ଧିଜୀ ୧୯୨୭ ମସିହାରେ ଓଡ଼ିଶା ଗସ୍ତରେ ଆସିଥିଲେ। ସେତେବେଳେ ମଧ୍ୟ ସେ ଭଦ୍ରକ ଅଞ୍ଚଳର ଲୋକମାନଙ୍କ ସହ ଆଲୋଚନା କରିଥିଲେ ଏବଂ ଖଦି ପ୍ରଚାର ପାଇଁ ଉଦ୍ୟମ କରିଥିଲେ। (444, 1474, 620, 1576)
sudoku-cell[interactable] (332, 1982, 363, 2011)
solution-cell: 7 (239, 2067, 256, 2084)
solution-cell: 5 (187, 2049, 204, 2067)
chirantani-box (1208, 1968, 1470, 2142)
reg-dot-magenta (706, 2317, 718, 2329)
main-dropcap: ଭା (10, 230, 55, 275)
sudoku-cell[interactable] (209, 1888, 240, 1920)
sudoku-cell[interactable] (178, 1825, 209, 1857)
sudoku-cell[interactable] (85, 1951, 116, 1982)
solution-cell: 8 (135, 2084, 152, 2102)
twenty-five-num: ୨୫ (20, 1388, 79, 1448)
solution-cell: C (187, 2084, 204, 2102)
sudoku-top-rule (8, 1648, 432, 1650)
main-para-4b: ସରକାର ଏହି ବିଷୟରେ ତୁରନ୍ତ ପଦକ୍ଷେପ ନେବା ଆବଶ୍ୟକ। ସମସ୍ତ ସରକାରୀ ପଶୁ ଚିକିତ୍ସାଳୟରେ ମାଗଣା ଟୀକା ଉପଲବ୍ଧ କରାଯିବା ଉଚିତ ଏବଂ ଜନସଚେତନତା କାର୍ଯ୍ୟକ୍ରମ ଚଳାଇବା ଦରକାର। (309, 421, 592, 488)
solution-row (117, 2153, 273, 2171)
solution-cell: 4 (135, 2136, 152, 2154)
suraksha-para-4b: ସରକାର ଓ ସମାଜ ମିଳିତ ଭାବେ କାମ କଲେ ହିଁ ଏକ ସୁରକ୍ଷିତ ପରିବେଶ ଗଢ଼ି ହେବ। ଏହା ଏକ ସାମୂହିକ ପ୍ରୟାସ। (1208, 710, 1470, 761)
reg-dot-magenta (1146, 2317, 1158, 2329)
solution-cell: 8 (204, 2049, 222, 2067)
solution-cell: E (187, 2171, 204, 2188)
chirantani-line-3: ତିମିର ତଳେ ଛାଡି ଦେଖାଇଲ (1224, 2055, 1362, 2070)
sudoku-row (85, 1919, 363, 1951)
second-para-6: ଶହେ ବର୍ଷ ପରେ ଭଦ୍ରକବାସୀ ଏହି ଐତିହାସିକ ଘଟଣାକୁ ଗର୍ବର ସହ ସ୍ମରଣ କରୁଛନ୍ତି ଏବଂ ନୂଆ ପିଢ଼ିକୁ ଏହାର ଗୁରୁତ୍ବ ବୁଝାଉଛନ୍ତି। (444, 1693, 620, 1760)
sudoku-cell[interactable] (270, 1951, 301, 1982)
solution-cell: C (169, 2136, 187, 2154)
suraksha-para-4f: ସରକାର ଓ ସମାଜ ମିଳିତ ଭାବେ କାମ କଲେ ହିଁ ଏକ ସୁରକ୍ଷିତ ପରିବେଶ ଗଢ଼ି ହେବ। ଏହା ଏକ ସାମୂହିକ ପ୍ରୟାସ। (1208, 1701, 1470, 1751)
suraksha-body (1208, 272, 1470, 1852)
sudoku-grid-wrap (84, 1730, 364, 2010)
sudoku-cell[interactable] (85, 1794, 116, 1826)
letter-signature: - ଲକ୍ଷ୍ମୀଧର ଚରଣ ନାୟକ, ସାଖାଙ୍ଗ, କେଉଁଝର, ପୁରୀ (943, 2042, 1190, 2056)
twenty-five-text: ବର୍ଷ ତଳର (110, 1406, 213, 1436)
sudoku-title-odia: ସୁ-ଡୋ-କୁ (224, 1660, 434, 1722)
sudoku-cell[interactable] (178, 1794, 209, 1826)
ei-bharatare-body (8, 952, 430, 1372)
sudoku-cell[interactable] (85, 1982, 116, 2011)
solution-cell: E (221, 2188, 239, 2206)
second-article-body (444, 1060, 1190, 1900)
main-para-3e: ଏଥିପାଇଁ ଟୀକାକରଣ ଅତ୍ୟନ୍ତ ଜରୁରୀ। ପଶୁ ଚିକିତ୍ସକମାନଙ୍କ ମତରେ ଟୀକାକରଣ ସମୟରେ କରାଗଲେ ଅଧିକାଂଶ ମୃତ୍ୟୁ ରୋକାଯାଇପାରିବ। କିନ୍ତୁ ଗ୍ରାମାଞ୍ଚଳରେ ଏହି ସୁବିଧା ଉପଲବ୍ଧ ନାହିଁ। (907, 513, 1190, 580)
suraksha-para-4: ସରକାର ଓ ସମାଜ ମିଳିତ ଭାବେ କାମ କଲେ ହିଁ ଏକ ସୁରକ୍ଷିତ ପରିବେଶ ଗଢ଼ି ହେବ। ଏହା ଏକ ସାମୂହିକ ପ୍ରୟାସ। (1208, 463, 1470, 513)
sudoku-row (85, 1731, 363, 1763)
second-para-3c: ଭଦ୍ରକର ସ୍ବାଧୀନତା ସଂଗ୍ରାମୀମାନେ ଗାନ୍ଧିଜୀଙ୍କ ଆଦର୍ଶରେ ଅନୁପ୍ରାଣିତ ହୋଇ ବିଭିନ୍ନ ଆନ୍ଦୋଳନରେ ଭାଗ ନେଇଥିଲେ। ଏହି ଯାତ୍ରା ଓଡ଼ିଶାରେ ଜାତୀୟ ଚେତନା ଜାଗ୍ରତ କରିବାରେ ବଡ଼ ଭୂମିକା ଗ୍ରହଣ କରିଥିଲା। (824, 1204, 1000, 1323)
reg-dots-3 (1130, 2314, 1210, 2328)
pathaka-top-rule (440, 1924, 1198, 1926)
main-email: Email: gandhim@nic.in (1047, 880, 1186, 894)
solution-cell: 3 (239, 2119, 256, 2136)
solution-cell: 7 (152, 2084, 170, 2102)
sudoku-cell[interactable]: A (178, 1857, 209, 1888)
main-para-1b: ରତ ଏକ ଭୟଙ୍କର କୁକୁରକୁଣ୍ଡଳିନୀ ମହାମାରୀର ଘୋର ଯନ୍ତ୍ରଣା ମଧ୍ୟରେ ରହିଛି। ଏହି ମହାମାରୀ ଦାର୍ଢ୍ୟ ଭୂଏଣ୍ଡ ସ୍ବାଭାବିକ ପ୍ରତ୍ୟୁ ଆସୁଛି ଯୋଉଁରେ ଏହାର ମୃତ୍ୟୁହାର ୧୧ ପ୍ରତିଶତ। ଏହା ଏକ ଦେଶବ୍ୟାପୀ ସମସ୍ୟା ଏବଂ ପ୍ରଶାସନିକ ଉଦାସୀନତା ଏହି ସମସ୍ୟାକୁ ଅଧିକ ଗମ୍ଭୀର କରିଛି। (10, 231, 592, 689)
logo-text: ଧରିତ୍ରୀ (8, 4, 156, 58)
suraksha-para-1f: ଜି ସମାଜରେ ପୁରୁଷ ମାନ୍ତ୍ର ତା'ର ଛାଡ଼ୁଇରେ ବିବିଧ ଗୋଷ୍ଠୀଭୁକ୍ତ ଲୋକମାନଙ୍କ ସୁରକ୍ଷା ପାଇଁ ଉଦ୍ୟମ କରାଯାଉଛି। ସୁରକ୍ଷାବଳୟର ଧାରଣା ସମାଜରେ ଅତି ପୁରୁଣା। (1208, 1511, 1470, 1578)
solution-cell: B (135, 2171, 152, 2188)
sudoku-cell[interactable] (332, 1794, 363, 1826)
solution-row (117, 2067, 273, 2084)
second-contact: ମୋ - ୯୪୩୭୬୫୪୦୮୮ (1085, 1902, 1190, 1916)
reg-dot-yellow (1162, 2317, 1174, 2329)
second-para-2c: ଗାନ୍ଧିଜୀ ଏଠାରେ ଅସହଯୋଗ ଆନ୍ଦୋଳନ ସମ୍ପର୍କରେ ଭାଷଣ ଦେଇଥିଲେ। ସେ ଲୋକମାନଙ୍କୁ ବିଦେଶୀ ବସ୍ତ୍ର ବର୍ଜନ କରି ଖଦଡ଼ ପିନ୍ଧିବାକୁ ଆହ୍ବାନ ଦେଇଥିଲେ। ଅନେକ ଯୁବକ ତାଙ୍କ ଡାକରେ ସାଡ଼ା ଦେଇ ଆନ୍ଦୋଳନରେ ଯୋଗ ଦେଇଥିଲେ। (824, 1061, 1000, 1197)
solution-row (117, 2136, 273, 2154)
